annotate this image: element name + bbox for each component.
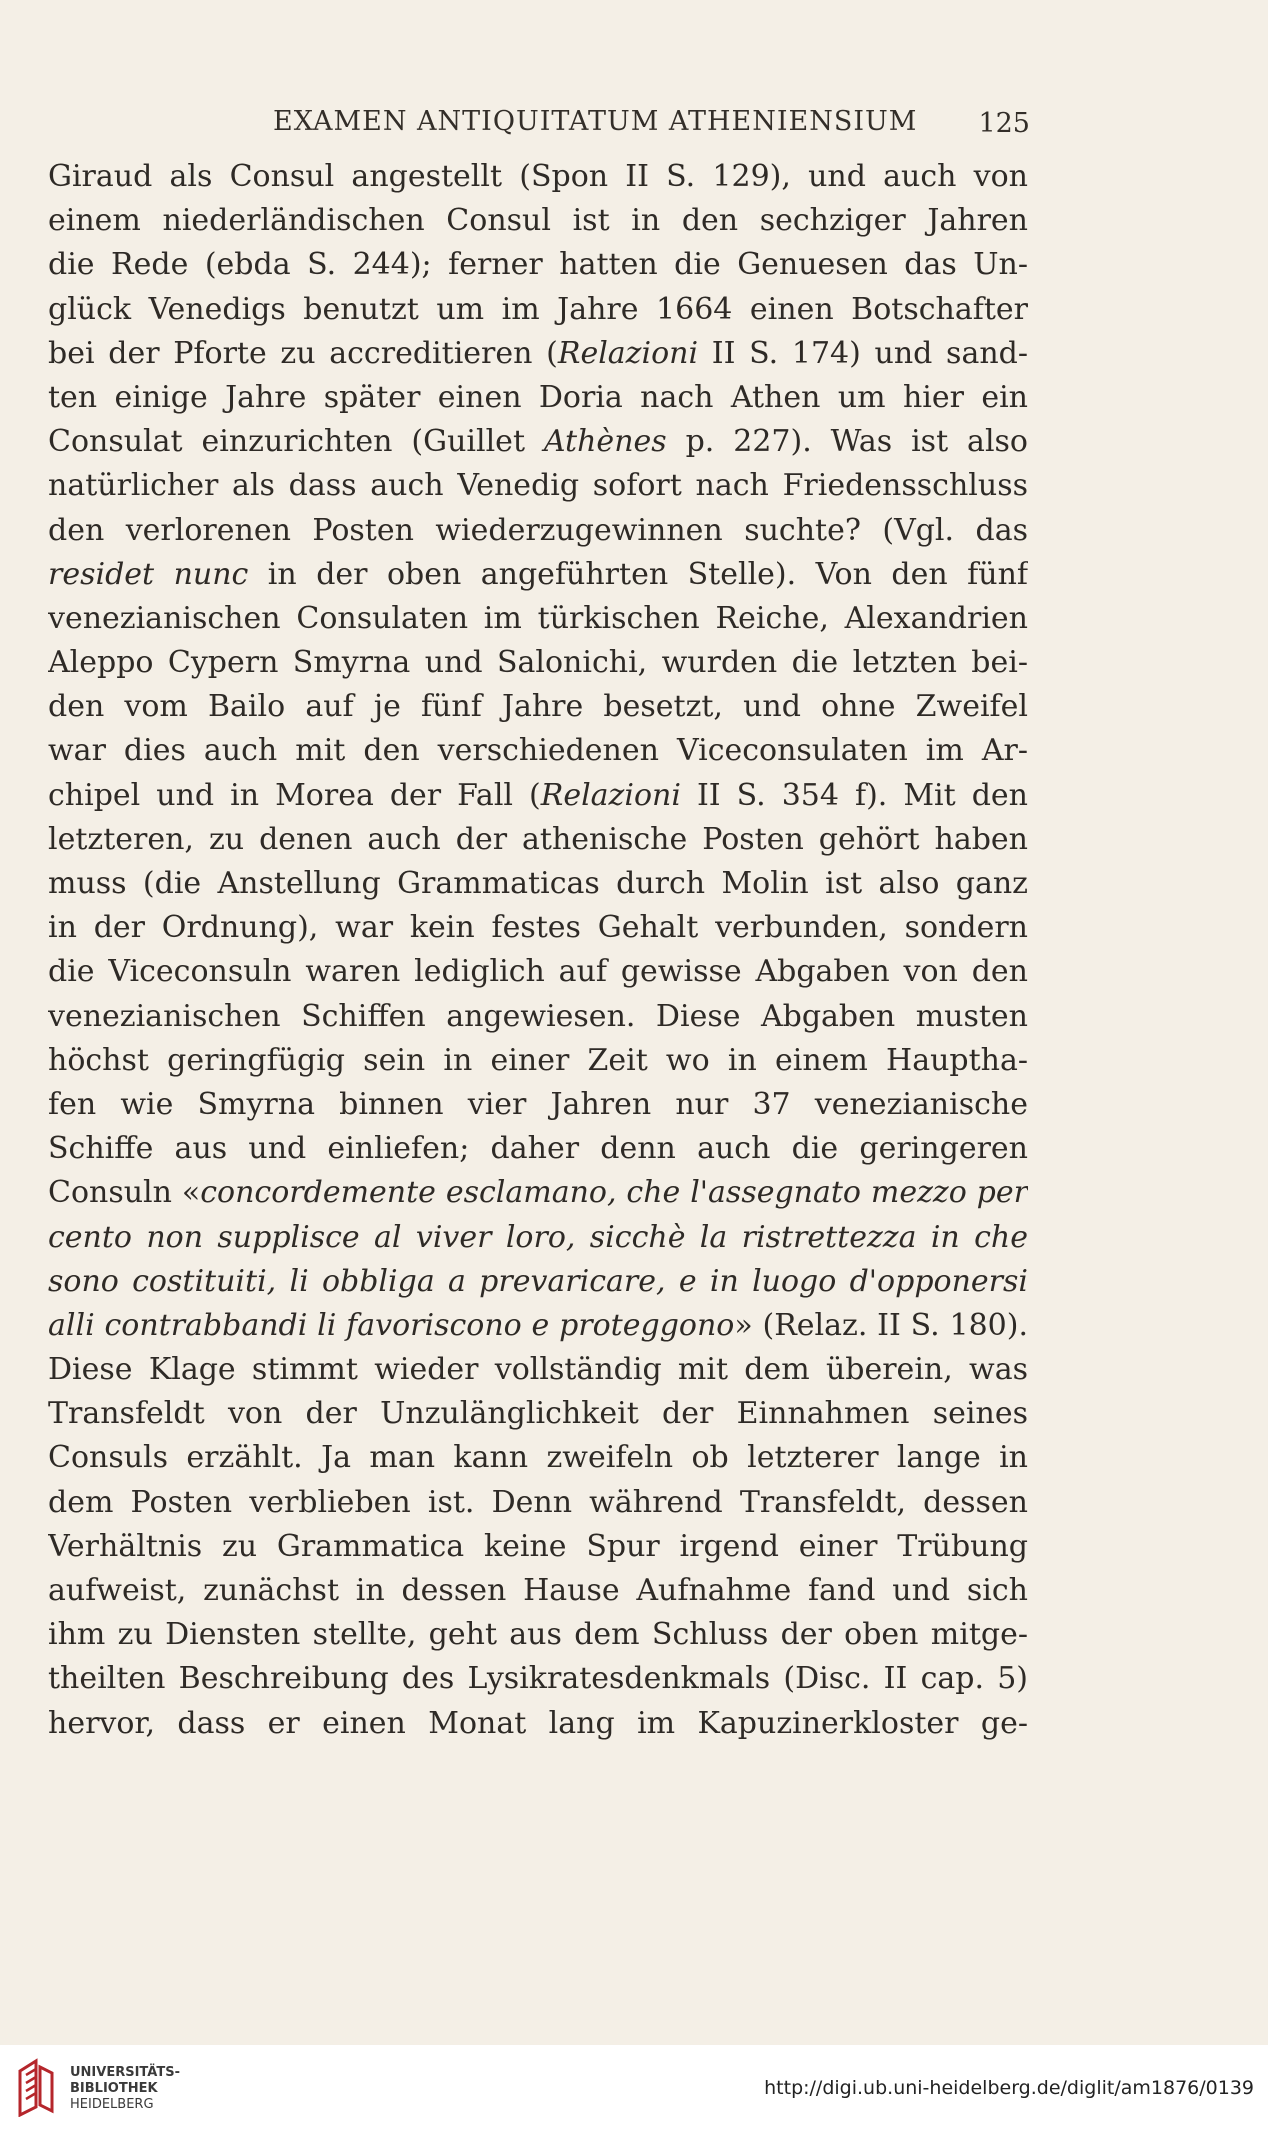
text-line: fen wie Smyrna binnen vier Jahren nur 37 venezianische [48,1086,1028,1122]
text-line: theilten Beschreibung des Lysikratesdenkmals (Disc. II cap. 5) [48,1661,1028,1697]
italic-text-run: alli contrabbandi li favoriscono e proteggono [48,1307,735,1343]
text-line [48,1171,1028,1215]
text-run: II S. 354 f). Mit den [680,777,1028,813]
text-line: Schiffe aus und einliefen; daher denn auch die geringeren [48,1131,1028,1167]
text-run: Consuln « [48,1175,201,1211]
text-line: ihm zu Diensten stellte, geht aus dem Schluss der oben mitge- [48,1617,1028,1653]
library-name-line1: UNIVERSITÄTS- [70,2065,180,2080]
text-line: ten einige Jahre später einen Doria nach Athen um hier ein [48,379,1028,415]
library-name [70,2065,180,2113]
text-line [48,1216,1028,1260]
text-run: bei der Pforte zu accreditieren ( [48,335,558,371]
italic-text-run: Relazioni [540,777,681,813]
text-line [48,420,1028,464]
text-line: hervor, dass er einen Monat lang im Kapuzinerkloster ge- [48,1705,1028,1741]
text-run: » (Relaz. II S. 180). [734,1307,1028,1343]
text-run: II S. 174) und sand- [698,335,1028,371]
text-line: muss (die Anstellung Grammaticas durch Molin ist also ganz [48,866,1028,901]
page-number: 125 [978,108,1030,139]
text-line: aufweist, zunächst in dessen Hause Aufnahme fand und sich [48,1573,1028,1608]
text-line: höchst geringfügig sein in einer Zeit wo in einem Hauptha- [48,1042,1028,1078]
italic-text-run: concordemente esclamano, che l'assegnato mezzo per [200,1175,1028,1211]
text-line: Verhältnis zu Grammatica keine Spur irgend einer Trübung [48,1528,1028,1564]
text-line: war dies auch mit den verschiedenen Viceconsulaten im Ar- [48,733,1028,769]
text-line [48,332,1028,376]
text-line: venezianischen Schiffen angewiesen. Diese Abgaben musten [48,998,1028,1034]
text-line: den vom Bailo auf je fünf Jahre besetzt, und ohne Zweifel [48,689,1028,725]
source-url-link[interactable]: http://digi.ub.uni-heidelberg.de/diglit/am1876/0139 [764,2077,1254,2099]
text-line: Transfeldt von der Unzulänglichkeit der Einnahmen seines [48,1396,1028,1432]
text-line: Aleppo Cypern Smyrna und Salonichi, wurden die letzten bei- [48,645,1028,681]
italic-text-run: cento non supplisce al viver loro, sicchè la ristrettezza in che [48,1219,1028,1255]
footer-bar [0,2045,1268,2137]
text-line: Giraud als Consul angestellt (Spon II S. 129), und auch von [48,159,1028,194]
text-line: glück Venedigs benutzt um im Jahre 1664 einen Botschafter [48,291,1028,327]
text-line: natürlicher als dass auch Venedig sofort nach Friedensschluss [48,468,1028,504]
text-line [48,1304,1028,1348]
text-line: Consuls erzählt. Ja man kann zweifeln ob letzterer lange in [48,1440,1028,1476]
text-run: in der oben angeführten Stelle). Von den fünf [248,556,1028,592]
library-name-line2: BIBLIOTHEK [70,2081,158,2096]
text-run: p. 227). Was ist also [666,424,1028,460]
library-logo-icon [14,2057,60,2117]
body-text [48,155,1028,1746]
italic-text-run: Athènes [543,424,667,460]
text-line: in der Ordnung), war kein festes Gehalt verbunden, sondern [48,910,1028,946]
library-name-line3: HEIDELBERG [70,2097,154,2112]
text-run: Consulat einzurichten (Guillet [48,424,544,460]
running-title: EXAMEN ANTIQUITATUM ATHENIENSIUM [273,106,918,137]
text-line [48,1260,1028,1304]
text-line: dem Posten verblieben ist. Denn während Transfeldt, dessen [48,1484,1028,1520]
text-line: letzteren, zu denen auch der athenische Posten gehört haben [48,821,1028,857]
italic-text-run: Relazioni [557,335,699,371]
text-line: Diese Klage stimmt wieder vollständig mit dem überein, was [48,1352,1028,1388]
page-header [48,106,1028,146]
text-line: einem niederländischen Consul ist in den sechziger Jahren [48,203,1028,239]
text-line: den verlorenen Posten wiederzugewinnen suchte? (Vgl. das [48,512,1028,548]
italic-text-run: residet nunc [48,556,249,592]
text-run: chipel und in Morea der Fall ( [48,777,541,813]
text-line [48,774,1028,818]
text-line: die Rede (ebda S. 244); ferner hatten die Genuesen das Un- [48,247,1028,283]
italic-text-run: sono costituiti, li obbliga a prevaricare, e in luogo d'opponersi [48,1263,1028,1299]
text-line: venezianischen Consulaten im türkischen Reiche, Alexandrien [48,600,1028,636]
text-line: die Viceconsuln waren lediglich auf gewisse Abgaben von den [48,954,1028,990]
text-line [48,553,1028,597]
